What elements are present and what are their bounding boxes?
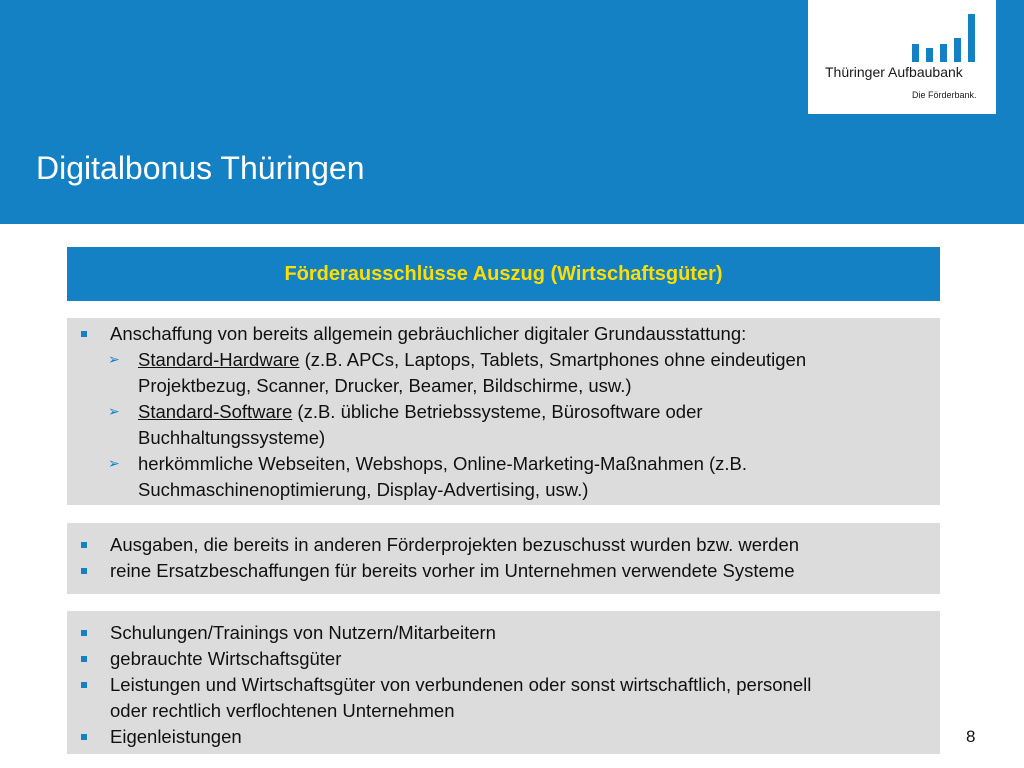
square-bullet-icon	[81, 630, 87, 636]
list-item: Anschaffung von bereits allgemein gebräuchlicher digitaler Grundausstattung:	[110, 323, 747, 344]
list-item: Schulungen/Trainings von Nutzern/Mitarbeitern	[110, 622, 496, 643]
list-item: Ausgaben, die bereits in anderen Förderprojekten bezuschusst wurden bzw. werden	[110, 534, 800, 555]
list-item: reine Ersatzbeschaffungen für bereits vorher im Unternehmen verwendete Systeme	[110, 560, 795, 581]
sub-item-text: (z.B. übliche Betriebssysteme, Bürosoftware oder	[292, 401, 703, 422]
arrow-bullet-icon: ➢	[108, 351, 120, 367]
logo-tagline: Die Förderbank.	[912, 90, 977, 100]
logo-name: Thüringer Aufbaubank	[825, 64, 963, 80]
list-item: gebrauchte Wirtschaftsgüter	[110, 648, 342, 669]
square-bullet-icon	[81, 656, 87, 662]
section-header	[67, 247, 940, 301]
list-item-continuation: oder rechtlich verflochtenen Unternehmen	[110, 700, 455, 721]
list-item: Eigenleistungen	[110, 726, 242, 747]
logo	[808, 0, 996, 114]
arrow-bullet-icon: ➢	[108, 403, 120, 419]
sub-list-item-continuation: Buchhaltungssysteme)	[138, 427, 326, 448]
slide-title: Digitalbonus Thüringen	[36, 150, 365, 186]
square-bullet-icon	[81, 542, 87, 548]
sub-item-text: (z.B. APCs, Laptops, Tablets, Smartphones ohne eindeutigen	[299, 349, 807, 370]
header-banner	[0, 0, 1024, 224]
square-bullet-icon	[81, 734, 87, 740]
section-title: Förderausschlüsse Auszug (Wirtschaftsgüter)	[284, 262, 723, 285]
square-bullet-icon	[81, 331, 87, 337]
list-item: Leistungen und Wirtschaftsgüter von verbundenen oder sonst wirtschaftlich, personell	[110, 674, 812, 695]
sub-list-item: herkömmliche Webseiten, Webshops, Online-Marketing-Maßnahmen (z.B.	[138, 453, 748, 474]
square-bullet-icon	[81, 682, 87, 688]
exclusion-box-2	[67, 523, 940, 594]
underlined-term: Standard-Hardware	[138, 349, 300, 370]
square-bullet-icon	[81, 568, 87, 574]
exclusion-box-3	[67, 611, 940, 754]
sub-list-item	[138, 399, 703, 425]
sub-list-item-continuation: Projektbezug, Scanner, Drucker, Beamer, Bildschirme, usw.)	[138, 375, 632, 396]
page-number: 8	[966, 727, 976, 746]
arrow-bullet-icon: ➢	[108, 455, 120, 471]
exclusion-box-1	[67, 318, 940, 505]
logo-bars-icon	[912, 10, 984, 62]
underlined-term: Standard-Software	[138, 401, 293, 422]
sub-list-item	[138, 347, 806, 373]
sub-list-item-continuation: Suchmaschinenoptimierung, Display-Advertising, usw.)	[138, 479, 589, 500]
